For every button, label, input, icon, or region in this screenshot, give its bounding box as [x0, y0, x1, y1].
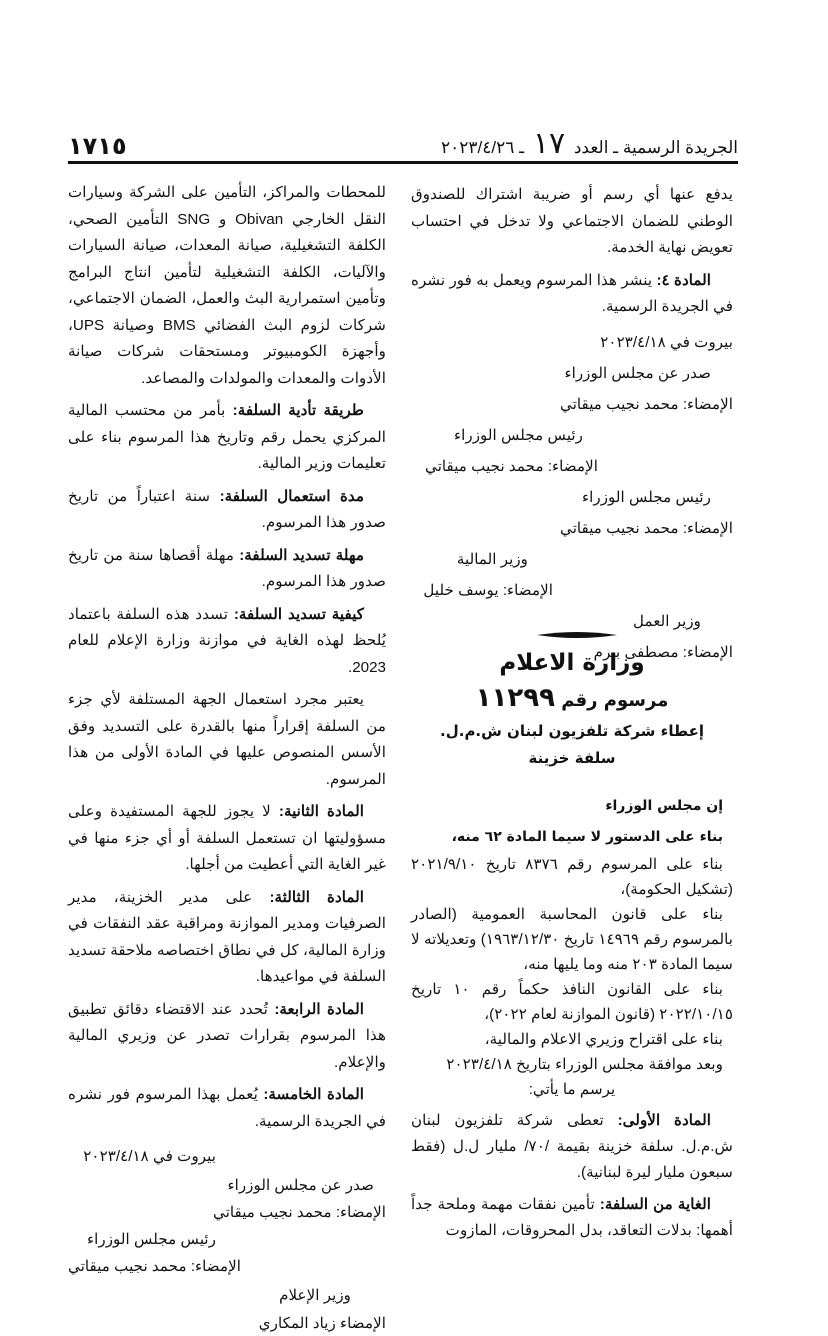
signature-title: وزير المالية	[456, 550, 528, 568]
signature-title: وزير العمل	[633, 612, 701, 630]
decree-subtitle: إعطاء شركة تلفزيون لبنان ش.م.ل.	[440, 722, 704, 740]
preamble-item: وبعد موافقة مجلس الوزراء بتاريخ ٢٠٢٣/٤/١٨	[446, 1056, 723, 1073]
signature-name: الإمضاء: محمد نجيب ميقاتي	[560, 395, 733, 413]
clause-label: مهلة تسديد السلفة:	[239, 546, 365, 564]
article-text: على مدير الخزينة، مدير الصرفيات ومدير الموازنة ومراقبة عقد النفقات في وزارة المالية، كل في نطاق اختصاصه ملاحقة تسديد السلفة في مواعيدها.	[68, 888, 386, 985]
article-label: المادة الثانية:	[278, 803, 365, 820]
clause-label: مدة استعمال السلفة:	[219, 487, 365, 505]
preamble-constitution: بناء على الدستور لا سيما المادة ٦٢ منه،	[451, 829, 723, 845]
clause-repayment-deadline	[68, 543, 386, 596]
article-label: المادة الثالثة:	[269, 888, 364, 906]
clause-text: مهلة أقصاها سنة من تاريخ صدور هذا المرسوم.	[68, 546, 386, 590]
decree-label: مرسوم رقم	[561, 690, 669, 711]
loan-purpose	[411, 1192, 733, 1244]
signature-title: رئيس مجلس الوزراء	[454, 426, 583, 444]
decree-preamble	[411, 790, 733, 1250]
article-text: ينشر هذا المرسوم ويعمل به فور نشره في الجريدة الرسمية.	[411, 271, 733, 315]
gazette-name: الجريدة الرسمية ـ العدد	[573, 138, 738, 157]
article-5	[68, 1082, 386, 1135]
preamble-item: بناء على اقتراح وزيري الاعلام والمالية،	[484, 1031, 723, 1048]
signature-name: الإمضاء: محمد نجيب ميقاتي	[68, 1258, 241, 1275]
clause-payment-method	[68, 398, 386, 478]
clause-text: بأمر من محتسب المالية المركزي يحمل رقم وتاريخ هذا المرسوم بناء على تعليمات وزير المالية.	[68, 402, 386, 472]
signature-title: رئيس مجلس الوزراء	[87, 1231, 216, 1248]
article-4	[411, 268, 733, 321]
clause-usage-period	[68, 484, 386, 537]
signature-name: الإمضاء زياد المكاري	[258, 1315, 386, 1332]
clause-label: طريقة تأدية السلفة:	[232, 402, 364, 419]
article-4	[68, 997, 386, 1077]
signature-name: الإمضاء: مصطفى بيرم	[593, 643, 733, 661]
article-label: المادة الخامسة:	[263, 1086, 365, 1103]
issue-number: ١٧	[532, 127, 566, 160]
gazette-title	[441, 127, 738, 160]
issue-date: ـ ٢٠٢٣/٤/٢٦	[441, 138, 525, 157]
signature-title: صدر عن مجلس الوزراء	[564, 364, 711, 382]
clause-text: سنة اعتباراً من تاريخ صدور هذا المرسوم.	[68, 487, 386, 531]
date-line: بيروت في ٢٠٢٣/٤/١٨	[83, 1148, 216, 1165]
signature-name: الإمضاء: يوسف خليل	[423, 581, 553, 599]
page-number: ١٧١٥	[68, 132, 127, 160]
continuation-paragraph: يدفع عنها أي رسم أو ضريبة اشتراك للصندوق الوطني للضمان الاجتماعي ولا تدخل في احتساب تعويض نهاية الخدمة.	[411, 186, 733, 256]
article-label: المادة الأولى:	[617, 1112, 711, 1129]
clause-text: تأمين نفقات مهمة وملحة جداً أهمها: بدلات التعاقد، بدل المحروقات، المازوت	[411, 1196, 733, 1239]
article-label: المادة ٤:	[656, 271, 711, 289]
preamble-item: بناء على المرسوم رقم ٨٣٧٦ تاريخ ٢٠٢١/٩/١٠ (تشكيل الحكومة)،	[411, 856, 733, 898]
clause-repayment-method	[68, 602, 386, 682]
left-column	[68, 180, 386, 1336]
decree-subtitle: سلفة خزينة	[528, 749, 616, 767]
article-label: المادة الرابعة:	[274, 1000, 364, 1018]
decree-number-heading	[411, 683, 733, 713]
preamble-item: بناء على القانون النافذ حكماً رقم ١٠ تاريخ ٢٠٢٢/١٠/١٥ (قانون الموازنة لعام ٢٠٢٢)،	[411, 981, 733, 1023]
section-divider-ornament	[537, 630, 617, 640]
signature-title: صدر عن مجلس الوزراء	[227, 1177, 374, 1194]
signature-title: رئيس مجلس الوزراء	[582, 488, 711, 506]
clause-label: كيفية تسديد السلفة:	[233, 605, 365, 623]
article-text: يُعمل بهذا المرسوم فور نشره في الجريدة الرسمية.	[68, 1086, 386, 1130]
article-3	[68, 885, 386, 991]
signature-name: الإمضاء: محمد نجيب ميقاتي	[425, 457, 598, 475]
page-header	[68, 127, 738, 164]
purpose-continuation: للمحطات والمراكز، التأمين على الشركة وسيارات النقل الخارجي Obivan و SNG التأمين الصحي، الكلفة التشغيلية، صيانة المعدات، صيانة السيارات والآليات، الكلفة التشغيلية لتأمين انتاج البرامج وتأمين استمرارية البث والعمل، الضمان الاجتماعي، شركات لزوم البث الفضائي BMS وصيانة UPS، وأجهزة الكومبيوتر ومستحقات شركات صيانة الأدوات والمعدات والمولدات والمصاعد.	[68, 184, 386, 387]
preamble-council: إن مجلس الوزراء	[605, 798, 723, 814]
clause-text: تسدد هذه السلفة باعتماد يُلحظ لهذه الغاية في موازنة وزارة الإعلام للعام 2023.	[68, 605, 386, 676]
signature-name: الإمضاء: محمد نجيب ميقاتي	[213, 1204, 386, 1221]
ministry-heading: وزارة الاعلام	[499, 650, 645, 676]
article-text: تعطى شركة تلفزيون لبنان ش.م.ل. سلفة خزينة بقيمة /٧٠/ مليار ل.ل (فقط سبعون مليار ليرة لبنانية).	[411, 1112, 733, 1181]
preamble-decrees: يرسم ما يأتي:	[528, 1081, 616, 1098]
date-line: بيروت في ٢٠٢٣/٤/١٨	[600, 333, 733, 351]
signature-title: وزير الإعلام	[279, 1287, 351, 1304]
article-text: تُحدد عند الاقتضاء دقائق تطبيق هذا المرسوم بقرارات تصدر عن وزيري المالية والإعلام.	[68, 1000, 386, 1071]
right-column	[411, 182, 733, 668]
article-2	[68, 799, 386, 879]
clause-label: الغاية من السلفة:	[599, 1196, 711, 1213]
decree-number: ١١٢٩٩	[475, 683, 555, 713]
article-text: لا يجوز للجهة المستفيدة وعلى مسؤوليتها ان تستعمل السلفة أو أي جزء منها في غير الغاية التي أعطيت من أجلها.	[68, 803, 386, 873]
signature-name: الإمضاء: محمد نجيب ميقاتي	[560, 519, 733, 537]
usage-note: يعتبر مجرد استعمال الجهة المستلفة لأي جزء من السلفة إقراراً منها بالقدرة على التسديد وفق الأسس المنصوص عليها في المادة الأولى من هذا المرسوم.	[68, 691, 386, 788]
article-1	[411, 1108, 733, 1186]
preamble-item: بناء على قانون المحاسبة العمومية (الصادر بالمرسوم رقم ١٤٩٦٩ تاريخ ١٩٦٣/١٢/٣٠) وتعديلاته لا سيما المادة ٢٠٣ منه وما يليها منه،	[411, 906, 733, 973]
